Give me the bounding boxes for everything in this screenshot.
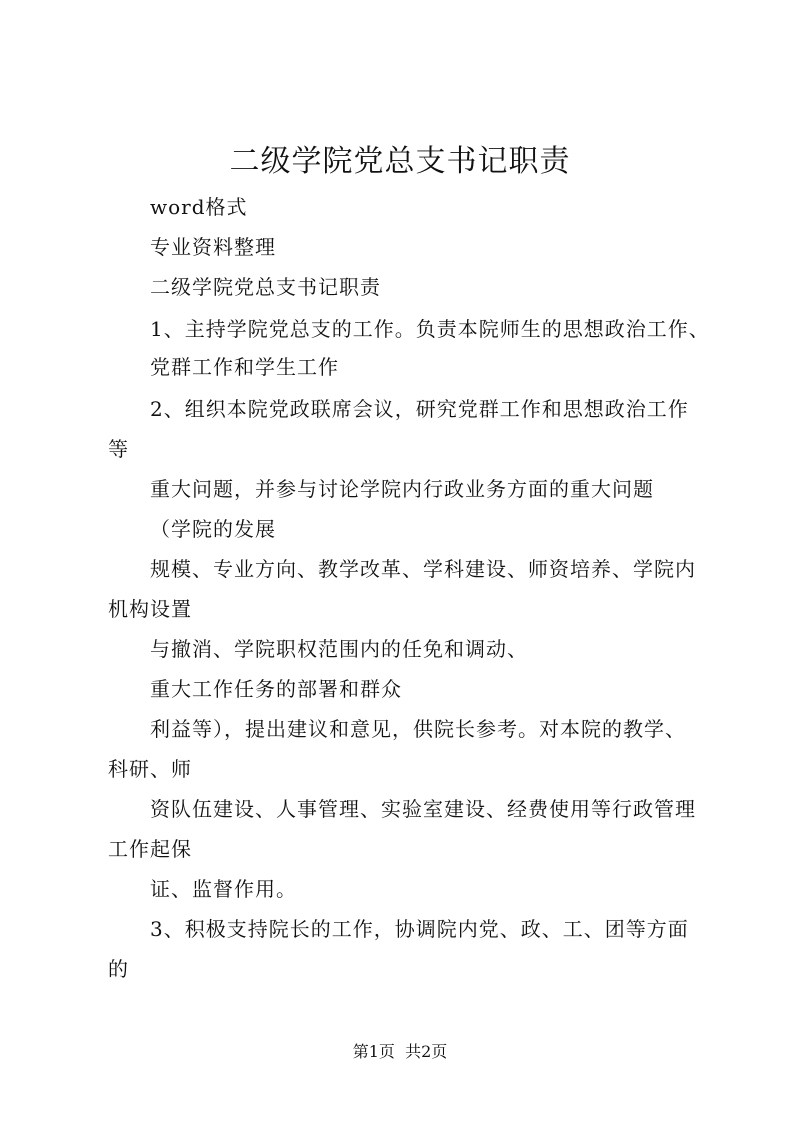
text-line: 机构设置 xyxy=(108,597,192,621)
text-line: 证、监督作用。 xyxy=(150,877,297,901)
text-line: 科研、师 xyxy=(108,757,192,781)
text-line: 专业资料整理 xyxy=(150,235,276,259)
text-line: （学院的发展 xyxy=(150,517,276,541)
text-line: 规模、专业方向、教学改革、学科建设、师资培养、学院内 xyxy=(150,557,696,581)
page-footer xyxy=(0,1040,800,1064)
text-line: 重大问题，并参与讨论学院内行政业务方面的重大问题 xyxy=(150,477,654,501)
text-line: 3、积极支持院长的工作，协调院内党、政、工、团等方面 xyxy=(150,917,689,941)
text-line: 利益等），提出建议和意见，供院长参考。对本院的教学、 xyxy=(150,717,686,741)
text-line: 重大工作任务的部署和群众 xyxy=(150,677,402,701)
page-number-label: 第1页 共2页 xyxy=(352,1042,448,1061)
text-line: 2、组织本院党政联席会议，研究党群工作和思想政治工作 xyxy=(150,397,689,421)
text-line: 的 xyxy=(108,957,129,981)
text-line: 资队伍建设、人事管理、实验室建设、经费使用等行政管理 xyxy=(150,797,696,821)
text-line: word格式 xyxy=(150,195,248,219)
document-title: 二级学院党总支书记职责 xyxy=(229,144,571,179)
text-line: 二级学院党总支书记职责 xyxy=(150,275,381,299)
text-line: 党群工作和学生工作 xyxy=(150,355,339,379)
text-line: 1、主持学院党总支的工作。负责本院师生的思想政治工作、 xyxy=(150,317,710,341)
text-line: 与撤消、学院职权范围内的任免和调动、 xyxy=(150,637,528,661)
text-line: 工作起保 xyxy=(108,837,192,861)
text-line: 等 xyxy=(108,437,129,461)
